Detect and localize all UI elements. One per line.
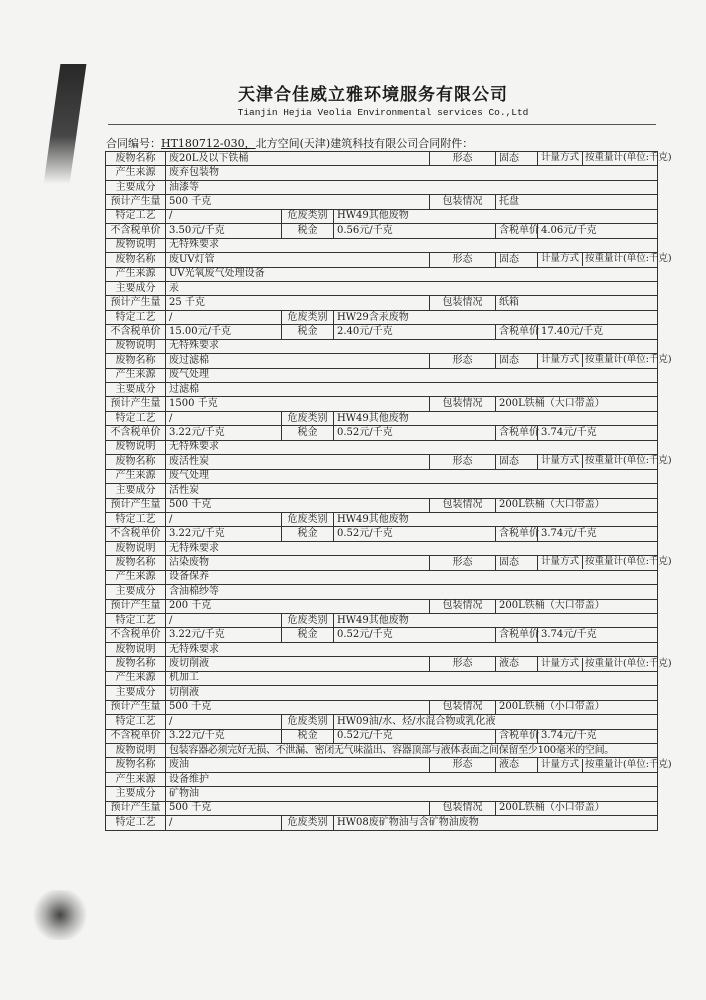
waste-volume: 500 千克 [166,498,430,512]
table-row [106,715,658,729]
label-price-in: 含税单价 [496,426,538,440]
waste-metering [538,455,672,469]
waste-source: 设备维护 [166,772,658,786]
waste-source: 废气处理 [166,469,658,483]
label-price-in: 含税单价 [496,729,538,743]
label-package: 包装情况 [430,700,496,714]
label-process: 特定工艺 [106,816,166,830]
waste-source: 机加工 [166,671,658,685]
waste-price-in: 4.06元/千克 [538,224,658,238]
waste-package: 200L铁桶（大口带盖） [496,599,658,613]
table-row [106,642,658,656]
label-tax: 税金 [282,729,334,743]
label-hazard: 危废类别 [282,411,334,425]
waste-hazard: HW49其他废物 [334,411,658,425]
table-row [106,325,658,339]
waste-form: 液态 [496,657,538,671]
waste-package: 200L铁桶（小口带盖） [496,801,658,815]
label-source: 产生来源 [106,772,166,786]
label-process: 特定工艺 [106,614,166,628]
label-component: 主要成分 [106,787,166,801]
label-package: 包装情况 [430,498,496,512]
table-row [106,599,658,613]
waste-metering [538,253,672,267]
waste-component: 油漆等 [166,180,658,194]
waste-process: / [166,614,282,628]
table-row [106,180,658,194]
label-price-in: 含税单价 [496,224,538,238]
table-row [106,440,658,454]
waste-volume: 25 千克 [166,296,430,310]
table-row [106,426,658,440]
table-row [106,729,658,743]
table-row [106,758,658,772]
waste-price-ex: 15.00元/千克 [166,325,282,339]
waste-price-ex: 3.22元/千克 [166,527,282,541]
label-form: 形态 [430,455,496,469]
label-volume: 预计产生量 [106,700,166,714]
waste-desc: 无特殊要求 [166,541,658,555]
waste-desc: 包装容器必须完好无损、不泄漏、密闭无气味溢出、容器顶部与液体表面之间保留至少100毫米的空间。 [166,743,658,757]
waste-hazard: HW09油/水、烃/水混合物或乳化液 [334,715,658,729]
label-process: 特定工艺 [106,715,166,729]
label-form: 形态 [430,556,496,570]
contract-suffix: 北方空间(天津)建筑科技有限公司合同附件： [255,137,474,150]
table-row [106,368,658,382]
waste-package: 托盘 [496,195,658,209]
waste-component: 过滤棉 [166,383,658,397]
waste-source: 废弃包装物 [166,166,658,180]
waste-name: 沾染废物 [166,556,430,570]
label-component: 主要成分 [106,484,166,498]
label-process: 特定工艺 [106,512,166,526]
label-metering: 计量方式 [538,253,583,266]
label-price-ex: 不含税单价 [106,224,166,238]
label-tax: 税金 [282,527,334,541]
label-metering: 计量方式 [538,658,583,671]
label-name: 废物名称 [106,354,166,368]
waste-hazard: HW49其他废物 [334,209,658,223]
table-row [106,397,658,411]
label-name: 废物名称 [106,152,166,166]
label-source: 产生来源 [106,469,166,483]
label-metering: 计量方式 [538,455,583,468]
table-row [106,628,658,642]
waste-package: 200L铁桶（大口带盖） [496,498,658,512]
label-metering: 计量方式 [538,556,583,569]
metering-value: 按重量计(单位:千克) [585,657,672,669]
waste-hazard: HW49其他废物 [334,614,658,628]
waste-volume: 200 千克 [166,599,430,613]
label-hazard: 危废类别 [282,715,334,729]
waste-metering [538,657,672,671]
table-row [106,296,658,310]
label-component: 主要成分 [106,686,166,700]
waste-price-in: 17.40元/千克 [538,325,658,339]
table-row [106,253,658,267]
company-name-en: Tianjin Hejia Veolia Environmental services Co.,Ltd [237,107,529,118]
table-row [106,238,658,252]
waste-component: 汞 [166,281,658,295]
label-hazard: 危废类别 [282,816,334,830]
waste-volume: 1500 千克 [166,397,430,411]
table-row [106,224,658,238]
label-form: 形态 [430,657,496,671]
letterhead [0,80,706,118]
waste-component: 含油棉纱等 [166,585,658,599]
waste-price-in: 3.74元/千克 [538,527,658,541]
label-price-ex: 不含税单价 [106,729,166,743]
waste-process: / [166,816,282,830]
label-metering: 计量方式 [538,354,583,367]
label-source: 产生来源 [106,166,166,180]
waste-price-in: 3.74元/千克 [538,729,658,743]
waste-price-in: 3.74元/千克 [538,628,658,642]
table-row [106,455,658,469]
label-package: 包装情况 [430,195,496,209]
waste-hazard: HW29含汞废物 [334,310,658,324]
table-row [106,657,658,671]
label-desc: 废物说明 [106,541,166,555]
waste-tax: 0.52元/千克 [334,729,496,743]
label-price-in: 含税单价 [496,325,538,339]
table-row [106,152,658,166]
waste-component: 活性炭 [166,484,658,498]
label-form: 形态 [430,152,496,166]
contract-prefix: 合同编号： [106,137,161,150]
waste-source: 设备保养 [166,570,658,584]
waste-volume: 500 千克 [166,700,430,714]
waste-process: / [166,310,282,324]
waste-form: 固态 [496,152,538,166]
waste-volume: 500 千克 [166,195,430,209]
table-row [106,772,658,786]
metering-value: 按重量计(单位:千克) [585,455,672,467]
table-row [106,570,658,584]
label-source: 产生来源 [106,267,166,281]
waste-price-ex: 3.22元/千克 [166,426,282,440]
table-row [106,354,658,368]
table-row [106,686,658,700]
metering-value: 按重量计(单位:千克) [585,556,672,568]
table-row [106,801,658,815]
label-source: 产生来源 [106,671,166,685]
table-row [106,469,658,483]
label-desc: 废物说明 [106,339,166,353]
label-volume: 预计产生量 [106,599,166,613]
label-form: 形态 [430,253,496,267]
waste-source: 废气处理 [166,368,658,382]
waste-price-in: 3.74元/千克 [538,426,658,440]
metering-value: 按重量计(单位:千克) [585,152,672,164]
label-name: 废物名称 [106,253,166,267]
waste-process: / [166,715,282,729]
label-metering: 计量方式 [538,152,583,165]
label-metering: 计量方式 [538,759,583,772]
table-row [106,585,658,599]
label-volume: 预计产生量 [106,296,166,310]
waste-metering [538,556,672,570]
waste-tax: 0.56元/千克 [334,224,496,238]
label-package: 包装情况 [430,397,496,411]
waste-process: / [166,411,282,425]
waste-source: UV光氧废气处理设备 [166,267,658,281]
metering-value: 按重量计(单位:千克) [585,253,672,265]
label-hazard: 危废类别 [282,310,334,324]
scan-smudge [30,890,90,940]
waste-component: 切削液 [166,686,658,700]
waste-metering [538,758,672,772]
label-name: 废物名称 [106,657,166,671]
waste-form: 固态 [496,253,538,267]
company-name-cn: 天津合佳威立雅环境服务有限公司 [238,85,508,105]
label-component: 主要成分 [106,383,166,397]
waste-form: 固态 [496,455,538,469]
table-row [106,339,658,353]
label-package: 包装情况 [430,801,496,815]
label-desc: 废物说明 [106,642,166,656]
waste-volume: 500 千克 [166,801,430,815]
label-price-in: 含税单价 [496,628,538,642]
waste-form: 液态 [496,758,538,772]
label-hazard: 危废类别 [282,512,334,526]
waste-price-ex: 3.22元/千克 [166,729,282,743]
label-package: 包装情况 [430,296,496,310]
waste-tax: 0.52元/千克 [334,527,496,541]
label-desc: 废物说明 [106,743,166,757]
table-row [106,614,658,628]
table-row [106,209,658,223]
table-row [106,541,658,555]
waste-package: 纸箱 [496,296,658,310]
table-row [106,816,658,830]
waste-price-ex: 3.50元/千克 [166,224,282,238]
label-tax: 税金 [282,426,334,440]
table-row [106,310,658,324]
waste-metering [538,354,672,368]
waste-package: 200L铁桶（小口带盖） [496,700,658,714]
table-row [106,556,658,570]
table-row [106,281,658,295]
table-row [106,787,658,801]
table-row [106,195,658,209]
waste-desc: 无特殊要求 [166,238,658,252]
label-tax: 税金 [282,628,334,642]
waste-hazard: HW49其他废物 [334,512,658,526]
waste-name: 废20L及以下铁桶 [166,152,430,166]
waste-desc: 无特殊要求 [166,339,658,353]
waste-hazard: HW08废矿物油与含矿物油废物 [334,816,658,830]
waste-name: 废UV灯管 [166,253,430,267]
table-row [106,166,658,180]
label-process: 特定工艺 [106,411,166,425]
table-row [106,267,658,281]
waste-process: / [166,512,282,526]
label-tax: 税金 [282,325,334,339]
table-row [106,498,658,512]
waste-name: 废活性炭 [166,455,430,469]
label-desc: 废物说明 [106,440,166,454]
label-source: 产生来源 [106,368,166,382]
waste-price-ex: 3.22元/千克 [166,628,282,642]
metering-value: 按重量计(单位:千克) [585,354,672,366]
table-row [106,411,658,425]
label-name: 废物名称 [106,556,166,570]
label-price-ex: 不含税单价 [106,325,166,339]
label-hazard: 危废类别 [282,209,334,223]
table-row [106,512,658,526]
label-price-ex: 不含税单价 [106,628,166,642]
waste-name: 废过滤棉 [166,354,430,368]
waste-desc: 无特殊要求 [166,440,658,454]
label-form: 形态 [430,758,496,772]
waste-form: 固态 [496,354,538,368]
label-volume: 预计产生量 [106,801,166,815]
metering-value: 按重量计(单位:千克) [585,758,672,770]
label-package: 包装情况 [430,599,496,613]
waste-desc: 无特殊要求 [166,642,658,656]
label-process: 特定工艺 [106,209,166,223]
waste-process: / [166,209,282,223]
label-name: 废物名称 [106,758,166,772]
table-row [106,484,658,498]
waste-name: 废油 [166,758,430,772]
waste-tax: 0.52元/千克 [334,426,496,440]
label-price-ex: 不含税单价 [106,527,166,541]
table-row [106,527,658,541]
waste-form: 固态 [496,556,538,570]
table-row [106,743,658,757]
table-row [106,671,658,685]
contract-line [106,135,473,151]
waste-tax: 2.40元/千克 [334,325,496,339]
waste-metering [538,152,672,166]
label-form: 形态 [430,354,496,368]
label-price-in: 含税单价 [496,527,538,541]
table-row [106,700,658,714]
header-rule [108,124,656,125]
label-price-ex: 不含税单价 [106,426,166,440]
label-tax: 税金 [282,224,334,238]
label-component: 主要成分 [106,180,166,194]
contract-number: HT180712-030， [161,137,256,150]
label-source: 产生来源 [106,570,166,584]
waste-package: 200L铁桶（大口带盖） [496,397,658,411]
label-volume: 预计产生量 [106,397,166,411]
waste-table [105,151,672,831]
waste-component: 矿物油 [166,787,658,801]
label-process: 特定工艺 [106,310,166,324]
label-volume: 预计产生量 [106,195,166,209]
waste-name: 废切削液 [166,657,430,671]
label-hazard: 危废类别 [282,614,334,628]
label-name: 废物名称 [106,455,166,469]
label-component: 主要成分 [106,585,166,599]
label-desc: 废物说明 [106,238,166,252]
table-row [106,383,658,397]
label-component: 主要成分 [106,281,166,295]
label-volume: 预计产生量 [106,498,166,512]
waste-tax: 0.52元/千克 [334,628,496,642]
